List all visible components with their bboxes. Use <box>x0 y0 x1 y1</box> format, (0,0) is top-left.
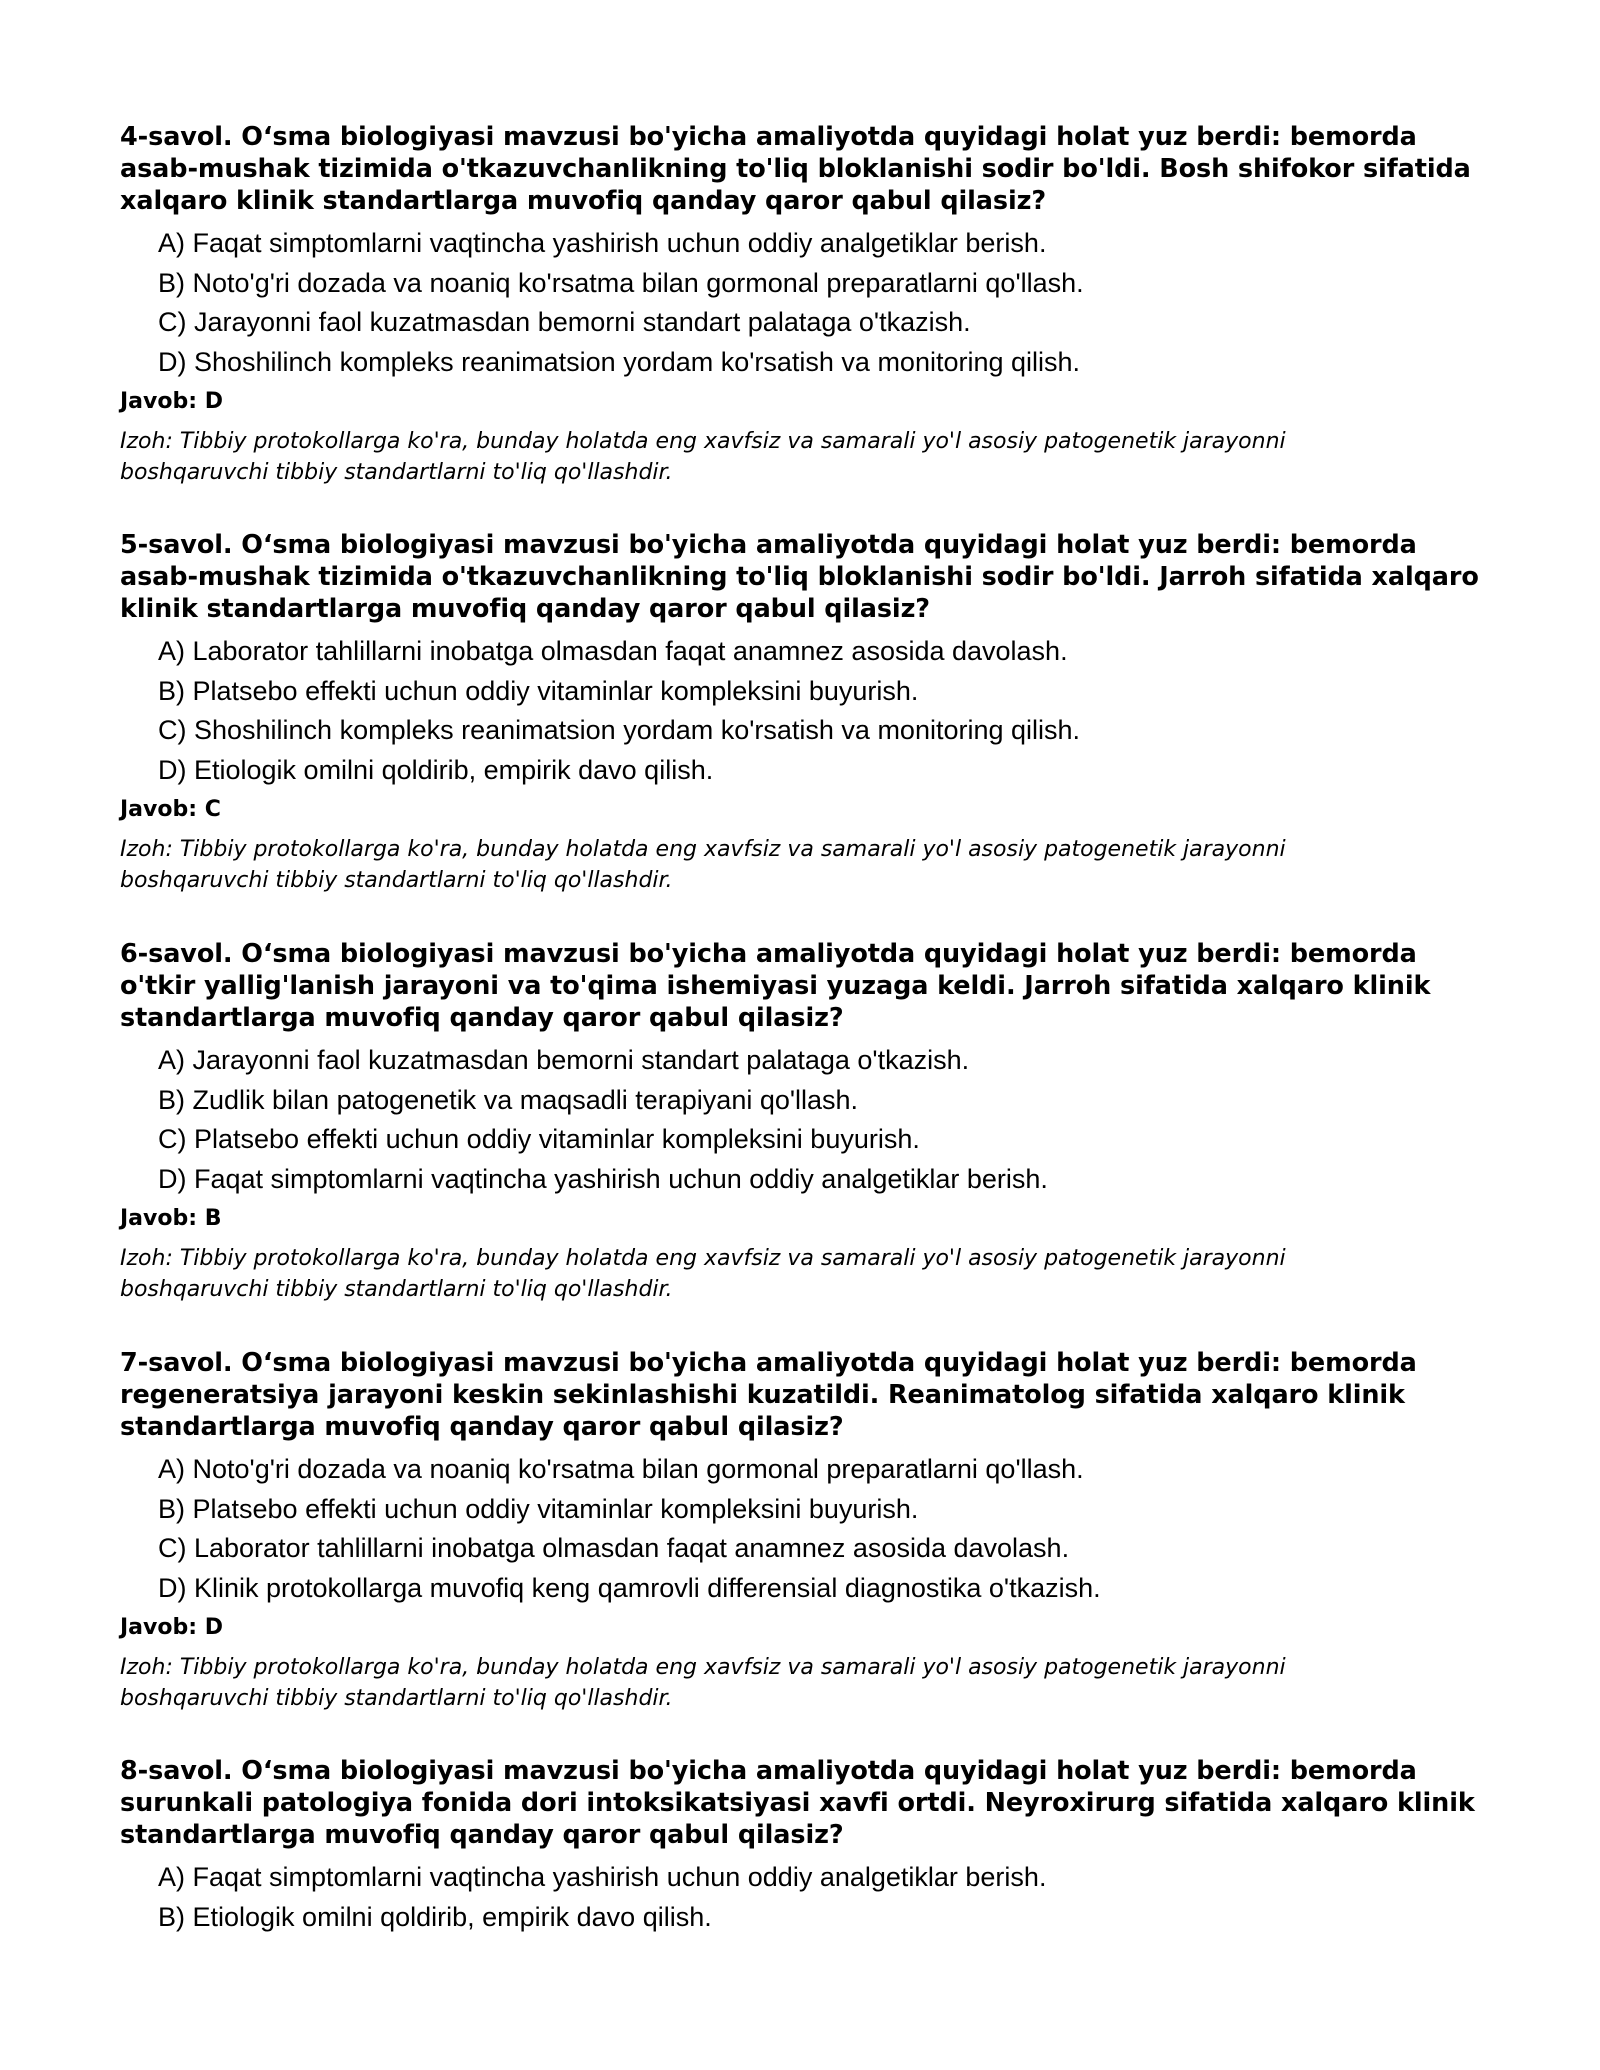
question-block <box>120 121 1500 488</box>
option-d: D) Etiologik omilni qoldirib, empirik davo qilish. <box>158 754 714 785</box>
options-list <box>158 1858 1500 1937</box>
option-a: A) Jarayonni faol kuzatmasdan bemorni standart palataga o'tkazish. <box>158 1045 970 1075</box>
answer-label: Javob: B <box>120 1206 222 1231</box>
option-b: B) Etiologik omilni qoldirib, empirik davo qilish. <box>158 1901 712 1932</box>
explanation-note: Izoh: Tibbiy protokollarga ko'ra, bunday holatda eng xavfsiz va samarali yo'l asosiy patogenetik jarayonni boshqaruvchi tibbiy standartlarni to'liq qo'llashdir. <box>120 1655 1286 1711</box>
option-d: D) Klinik protokollarga muvofiq keng qamrovli differensial diagnostika o'tkazish. <box>158 1572 1101 1603</box>
option-c: C) Jarayonni faol kuzatmasdan bemorni standart palataga o'tkazish. <box>158 307 971 337</box>
question-block <box>120 1755 1500 1937</box>
answer-label: Javob: D <box>120 389 223 414</box>
answer-label: Javob: D <box>120 1615 223 1640</box>
options-list <box>158 1450 1500 1608</box>
question-text: 5-savol. O‘sma biologiyasi mavzusi bo'yicha amaliyotda quyidagi holat yuz berdi: bemorda asab-mushak tizimida o'tkazuvchanlikning to'liq bloklanishi sodir bo'ldi. Jarroh sifatida xalqaro klinik standartlarga muvofiq qanday qaror qabul qilasiz? <box>120 530 1479 624</box>
options-list <box>158 224 1500 382</box>
question-text: 4-savol. O‘sma biologiyasi mavzusi bo'yicha amaliyotda quyidagi holat yuz berdi: bemorda asab-mushak tizimida o'tkazuvchanlikning to'liq bloklanishi sodir bo'ldi. Bosh shifokor sifatida xalqaro klinik standartlarga muvofiq qanday qaror qabul qilasiz? <box>120 122 1471 216</box>
option-a: A) Faqat simptomlarni vaqtincha yashirish uchun oddiy analgetiklar berish. <box>158 1862 1047 1892</box>
question-text: 8-savol. O‘sma biologiyasi mavzusi bo'yicha amaliyotda quyidagi holat yuz berdi: bemorda surunkali patologiya fonida dori intoksikatsiyasi xavfi ortdi. Neyroxirurg sifatida xalqaro klinik standartlarga muvofiq qanday qaror qabul qilasiz? <box>120 1756 1475 1850</box>
question-block <box>120 1347 1500 1714</box>
options-list <box>158 1041 1500 1199</box>
option-c: C) Platsebo effekti uchun oddiy vitaminlar kompleksini buyurish. <box>158 1124 920 1154</box>
option-a: A) Laborator tahlillarni inobatga olmasdan faqat anamnez asosida davolash. <box>158 636 1068 666</box>
explanation-note: Izoh: Tibbiy protokollarga ko'ra, bunday holatda eng xavfsiz va samarali yo'l asosiy patogenetik jarayonni boshqaruvchi tibbiy standartlarni to'liq qo'llashdir. <box>120 1246 1286 1302</box>
explanation-note: Izoh: Tibbiy protokollarga ko'ra, bunday holatda eng xavfsiz va samarali yo'l asosiy patogenetik jarayonni boshqaruvchi tibbiy standartlarni to'liq qo'llashdir. <box>120 837 1286 893</box>
question-text: 7-savol. O‘sma biologiyasi mavzusi bo'yicha amaliyotda quyidagi holat yuz berdi: bemorda regeneratsiya jarayoni keskin sekinlashishi kuzatildi. Reanimatolog sifatida xalqaro klinik standartlarga muvofiq qanday qaror qabul qilasiz? <box>120 1348 1417 1442</box>
question-block <box>120 529 1500 896</box>
option-b: B) Platsebo effekti uchun oddiy vitaminlar kompleksini buyurish. <box>158 1493 919 1524</box>
answer-label: Javob: C <box>120 797 221 822</box>
option-a: A) Noto'g'ri dozada va noaniq ko'rsatma bilan gormonal preparatlarni qo'llash. <box>158 1454 1084 1484</box>
question-text: 6-savol. O‘sma biologiyasi mavzusi bo'yicha amaliyotda quyidagi holat yuz berdi: bemorda o'tkir yallig'lanish jarayoni va to'qima ishemiyasi yuzaga keldi. Jarroh sifatida xalqaro klinik standartlarga muvofiq qanday qaror qabul qilasiz? <box>120 939 1431 1033</box>
option-b: B) Noto'g'ri dozada va noaniq ko'rsatma bilan gormonal preparatlarni qo'llash. <box>158 267 1084 298</box>
option-c: C) Laborator tahlillarni inobatga olmasdan faqat anamnez asosida davolash. <box>158 1533 1070 1563</box>
option-c: C) Shoshilinch kompleks reanimatsion yordam ko'rsatish va monitoring qilish. <box>158 715 1081 745</box>
option-a: A) Faqat simptomlarni vaqtincha yashirish uchun oddiy analgetiklar berish. <box>158 228 1047 258</box>
option-b: B) Platsebo effekti uchun oddiy vitaminlar kompleksini buyurish. <box>158 675 919 706</box>
option-b: B) Zudlik bilan patogenetik va maqsadli terapiyani qo'llash. <box>158 1084 859 1115</box>
explanation-note: Izoh: Tibbiy protokollarga ko'ra, bunday holatda eng xavfsiz va samarali yo'l asosiy patogenetik jarayonni boshqaruvchi tibbiy standartlarni to'liq qo'llashdir. <box>120 429 1286 485</box>
option-d: D) Shoshilinch kompleks reanimatsion yordam ko'rsatish va monitoring qilish. <box>158 346 1081 377</box>
question-block <box>120 938 1500 1305</box>
options-list <box>158 632 1500 790</box>
option-d: D) Faqat simptomlarni vaqtincha yashirish uchun oddiy analgetiklar berish. <box>158 1163 1048 1194</box>
